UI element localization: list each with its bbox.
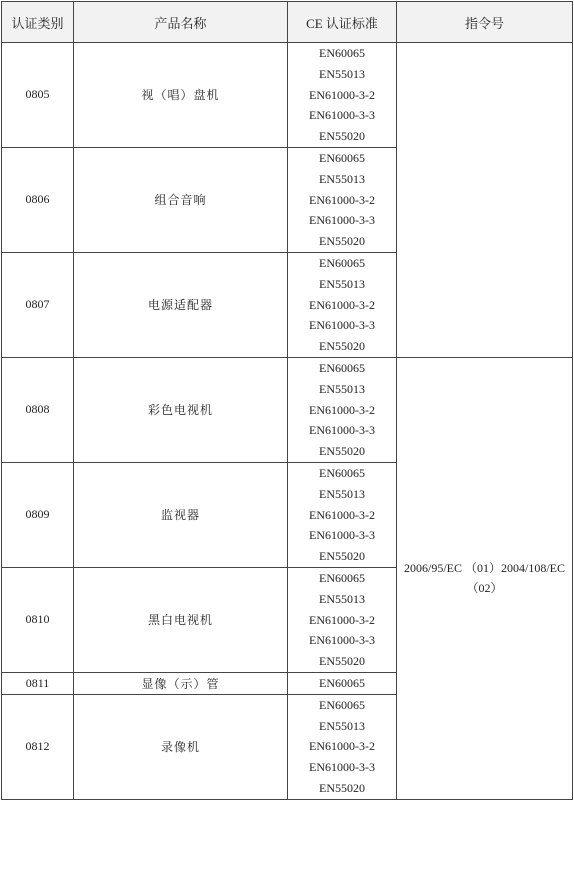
product-name: 录像机 [74, 694, 288, 799]
standards-cell [288, 147, 397, 252]
table-row [2, 357, 573, 462]
directive-line: （02） [466, 581, 503, 596]
product-name: 黑白电视机 [74, 567, 288, 672]
header-product-name: 产品名称 [74, 2, 288, 43]
header-category: 认证类别 [2, 2, 74, 43]
product-name: 组合音响 [74, 147, 288, 252]
standard-item: EN60065 [319, 697, 365, 712]
standard-item: EN61000-3-2 [309, 402, 375, 417]
standards-cell [288, 567, 397, 672]
standard-item: EN61000-3-3 [309, 760, 375, 775]
standard-item: EN60065 [319, 46, 365, 60]
category-code: 0806 [2, 147, 74, 252]
product-name: 视（唱）盘机 [74, 43, 288, 148]
standards-cell [288, 694, 397, 799]
standard-item: EN55020 [319, 549, 365, 564]
standard-item: EN61000-3-3 [309, 108, 375, 123]
standards-cell [288, 357, 397, 462]
category-code: 0812 [2, 694, 74, 799]
standard-item: EN55013 [319, 486, 365, 501]
standard-item: EN61000-3-2 [309, 507, 375, 522]
standard-item: EN55020 [319, 780, 365, 795]
header-directive: 指令号 [397, 2, 573, 43]
standard-item: EN55013 [319, 66, 365, 81]
category-code: 0809 [2, 462, 74, 567]
product-name: 显像（示）管 [74, 672, 288, 694]
standards-cell [288, 43, 397, 148]
standard-item: EN60065 [319, 570, 365, 585]
standards-cell [288, 462, 397, 567]
standard-item: EN61000-3-3 [309, 528, 375, 543]
standard-item: EN61000-3-2 [309, 297, 375, 312]
category-code: 0807 [2, 252, 74, 357]
standard-item: EN60065 [319, 255, 365, 270]
standard-item: EN60065 [319, 675, 365, 690]
standard-item: EN55013 [319, 276, 365, 291]
standard-item: EN60065 [319, 360, 365, 375]
category-code: 0810 [2, 567, 74, 672]
product-name: 监视器 [74, 462, 288, 567]
standards-cell [288, 672, 397, 694]
table-header-row [2, 2, 573, 43]
directive-cell-group-1 [397, 43, 573, 358]
ce-certification-table [1, 1, 573, 800]
standards-cell [288, 252, 397, 357]
directive-cell-group-2 [397, 357, 573, 799]
standard-item: EN61000-3-2 [309, 612, 375, 627]
directive-line: 2006/95/EC （01）2004/108/EC [403, 561, 565, 576]
table-row [2, 43, 573, 148]
category-code: 0808 [2, 357, 74, 462]
standard-item: EN61000-3-2 [309, 192, 375, 207]
standard-item: EN55020 [319, 234, 365, 249]
category-code: 0811 [2, 672, 74, 694]
product-name: 电源适配器 [74, 252, 288, 357]
standard-item: EN55020 [319, 654, 365, 669]
header-ce-standard: CE 认证标准 [288, 2, 397, 43]
standard-item: EN55020 [319, 339, 365, 354]
standard-item: EN61000-3-2 [309, 87, 375, 102]
standard-item: EN61000-3-3 [309, 213, 375, 228]
standard-item: EN55020 [319, 444, 365, 459]
standard-item: EN55013 [319, 171, 365, 186]
standard-item: EN55013 [319, 591, 365, 606]
standard-item: EN60065 [319, 150, 365, 165]
standard-item: EN61000-3-2 [309, 739, 375, 754]
standard-item: EN55013 [319, 381, 365, 396]
product-name: 彩色电视机 [74, 357, 288, 462]
standard-item: EN61000-3-3 [309, 633, 375, 648]
standard-item: EN61000-3-3 [309, 318, 375, 333]
category-code: 0805 [2, 43, 74, 148]
standard-item: EN55013 [319, 718, 365, 733]
standard-item: EN60065 [319, 465, 365, 480]
standard-item: EN55020 [319, 129, 365, 144]
standard-item: EN61000-3-3 [309, 423, 375, 438]
